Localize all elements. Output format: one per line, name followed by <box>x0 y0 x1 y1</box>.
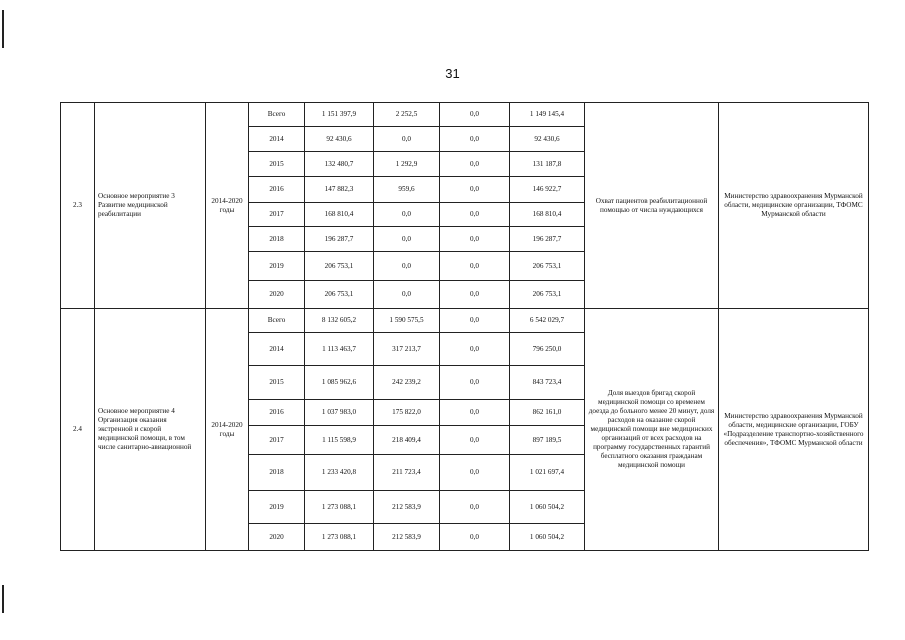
other-funding-cell: 0,0 <box>440 177 510 203</box>
other-funding-cell: 0,0 <box>440 152 510 177</box>
total-funding-cell: 206 753,1 <box>305 252 374 281</box>
implementation-period: 2014-2020 годы <box>206 309 249 551</box>
year-cell: 2019 <box>249 252 305 281</box>
other-funding-cell: 0,0 <box>440 524 510 551</box>
year-cell: Всего <box>249 309 305 333</box>
other-funding-cell: 0,0 <box>440 103 510 127</box>
table-row <box>61 309 869 333</box>
other-funding-cell: 0,0 <box>440 455 510 491</box>
result-indicator: Охват пациентов реабилитационной помощью от числа нуждающихся <box>585 103 719 309</box>
total-funding-cell: 196 287,7 <box>305 227 374 252</box>
other-funding-cell: 0,0 <box>440 227 510 252</box>
total-funding-cell: 132 480,7 <box>305 152 374 177</box>
federal-funding-cell: 0,0 <box>374 281 440 309</box>
federal-funding-cell: 212 583,9 <box>374 524 440 551</box>
total-funding-cell: 92 430,6 <box>305 127 374 152</box>
section-number: 2.4 <box>61 309 95 551</box>
regional-funding-cell: 1 021 697,4 <box>510 455 585 491</box>
federal-funding-cell: 0,0 <box>374 127 440 152</box>
result-indicator: Доля выездов бригад скорой медицинской помощи со временем доезда до больного менее 20 минут, доля расходов на оказание скорой медицинской помощи вне медицинских организаций от всех расходов на программу государственных гарантий бесплатного оказания гражданам медицинской помощи <box>585 309 719 551</box>
total-funding-cell: 1 115 598,9 <box>305 426 374 455</box>
total-funding-cell: 1 273 088,1 <box>305 491 374 524</box>
year-cell: 2015 <box>249 366 305 400</box>
regional-funding-cell: 206 753,1 <box>510 281 585 309</box>
regional-funding-cell: 6 542 029,7 <box>510 309 585 333</box>
year-cell: 2018 <box>249 455 305 491</box>
year-cell: 2018 <box>249 227 305 252</box>
other-funding-cell: 0,0 <box>440 309 510 333</box>
total-funding-cell: 1 085 962,6 <box>305 366 374 400</box>
year-cell: 2020 <box>249 281 305 309</box>
year-cell: 2014 <box>249 333 305 366</box>
federal-funding-cell: 1 590 575,5 <box>374 309 440 333</box>
total-funding-cell: 1 037 983,0 <box>305 400 374 426</box>
federal-funding-cell: 2 252,5 <box>374 103 440 127</box>
measure-name: Основное мероприятие 4 Организация оказания экстренной и скорой медицинской помощи, в том числе санитарно-авиационной <box>95 309 206 551</box>
regional-funding-cell: 1 060 504,2 <box>510 524 585 551</box>
federal-funding-cell: 218 409,4 <box>374 426 440 455</box>
margin-mark <box>2 10 4 48</box>
federal-funding-cell: 1 292,9 <box>374 152 440 177</box>
total-funding-cell: 206 753,1 <box>305 281 374 309</box>
regional-funding-cell: 1 149 145,4 <box>510 103 585 127</box>
page-number: 31 <box>445 66 460 81</box>
regional-funding-cell: 131 187,8 <box>510 152 585 177</box>
federal-funding-cell: 175 822,0 <box>374 400 440 426</box>
total-funding-cell: 1 113 463,7 <box>305 333 374 366</box>
regional-funding-cell: 843 723,4 <box>510 366 585 400</box>
federal-funding-cell: 317 213,7 <box>374 333 440 366</box>
total-funding-cell: 1 151 397,9 <box>305 103 374 127</box>
regional-funding-cell: 897 189,5 <box>510 426 585 455</box>
federal-funding-cell: 0,0 <box>374 227 440 252</box>
total-funding-cell: 1 233 420,8 <box>305 455 374 491</box>
regional-funding-cell: 168 810,4 <box>510 203 585 227</box>
regional-funding-cell: 146 922,7 <box>510 177 585 203</box>
federal-funding-cell: 212 583,9 <box>374 491 440 524</box>
year-cell: 2016 <box>249 400 305 426</box>
regional-funding-cell: 1 060 504,2 <box>510 491 585 524</box>
total-funding-cell: 147 882,3 <box>305 177 374 203</box>
federal-funding-cell: 0,0 <box>374 203 440 227</box>
section-number: 2.3 <box>61 103 95 309</box>
total-funding-cell: 168 810,4 <box>305 203 374 227</box>
other-funding-cell: 0,0 <box>440 400 510 426</box>
regional-funding-cell: 92 430,6 <box>510 127 585 152</box>
year-cell: 2019 <box>249 491 305 524</box>
regional-funding-cell: 862 161,0 <box>510 400 585 426</box>
year-cell: 2015 <box>249 152 305 177</box>
year-cell: 2014 <box>249 127 305 152</box>
margin-mark <box>2 585 4 613</box>
responsible-executor: Министерство здравоохранения Мурманской области, медицинские организации, ГОБУ «Подразделение транспортно-хозяйственного обеспечения», ТФОМС Мурманской области <box>719 309 869 551</box>
regional-funding-cell: 206 753,1 <box>510 252 585 281</box>
implementation-period: 2014-2020 годы <box>206 103 249 309</box>
other-funding-cell: 0,0 <box>440 127 510 152</box>
federal-funding-cell: 0,0 <box>374 252 440 281</box>
other-funding-cell: 0,0 <box>440 281 510 309</box>
other-funding-cell: 0,0 <box>440 333 510 366</box>
measure-name: Основное мероприятие 3 Развитие медицинской реабилитации <box>95 103 206 309</box>
federal-funding-cell: 959,6 <box>374 177 440 203</box>
table-row <box>61 103 869 127</box>
regional-funding-cell: 796 250,0 <box>510 333 585 366</box>
responsible-executor: Министерство здравоохранения Мурманской области, медицинские организации, ТФОМС Мурманской области <box>719 103 869 309</box>
year-cell: 2016 <box>249 177 305 203</box>
other-funding-cell: 0,0 <box>440 426 510 455</box>
program-table <box>60 102 869 551</box>
other-funding-cell: 0,0 <box>440 203 510 227</box>
other-funding-cell: 0,0 <box>440 491 510 524</box>
regional-funding-cell: 196 287,7 <box>510 227 585 252</box>
federal-funding-cell: 211 723,4 <box>374 455 440 491</box>
total-funding-cell: 1 273 088,1 <box>305 524 374 551</box>
year-cell: 2020 <box>249 524 305 551</box>
federal-funding-cell: 242 239,2 <box>374 366 440 400</box>
other-funding-cell: 0,0 <box>440 252 510 281</box>
year-cell: Всего <box>249 103 305 127</box>
total-funding-cell: 8 132 605,2 <box>305 309 374 333</box>
year-cell: 2017 <box>249 426 305 455</box>
year-cell: 2017 <box>249 203 305 227</box>
other-funding-cell: 0,0 <box>440 366 510 400</box>
